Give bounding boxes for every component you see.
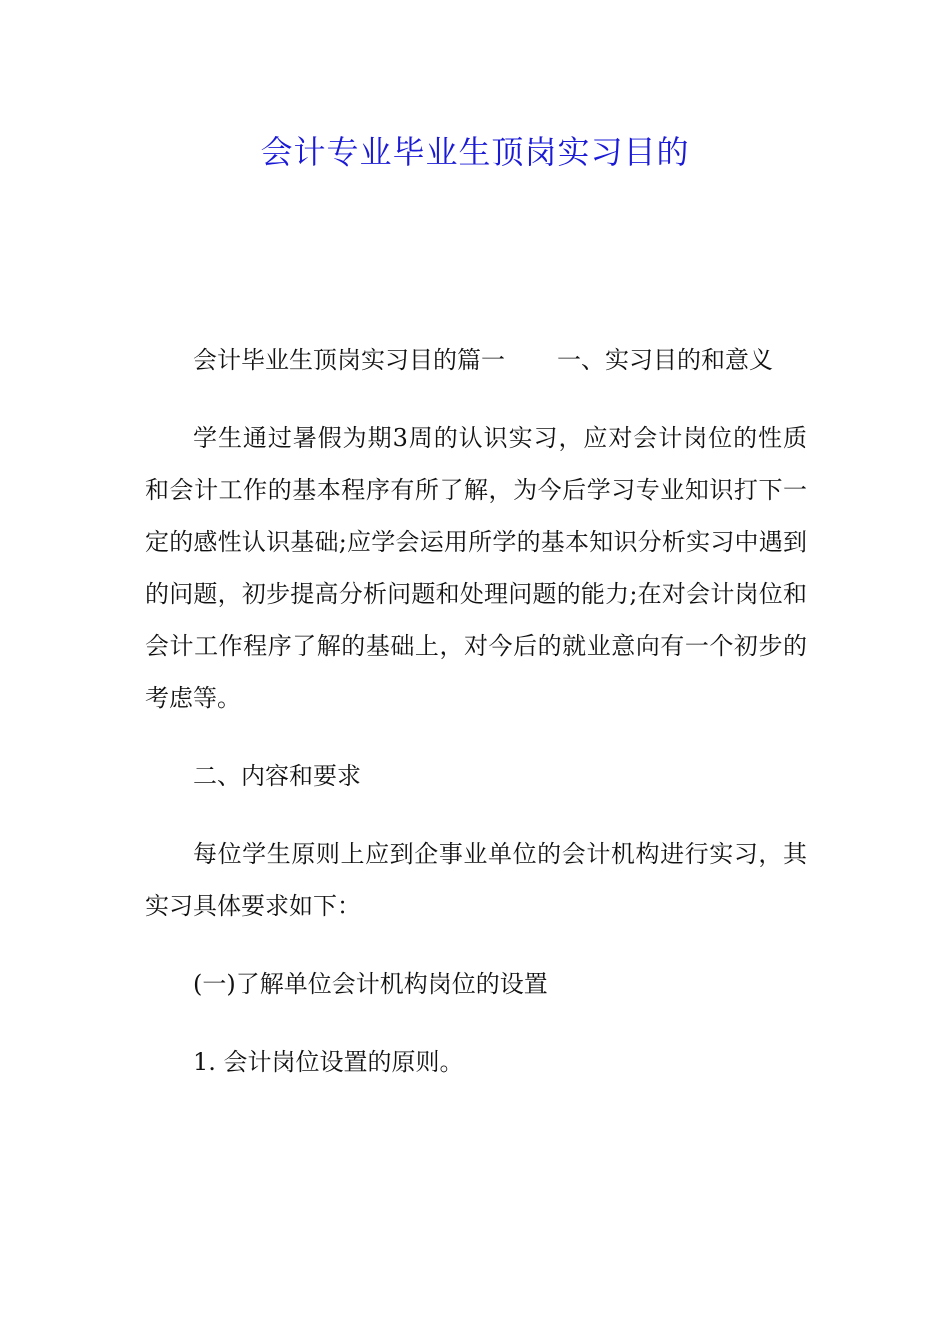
paragraph-heading-2: 二、内容和要求 bbox=[193, 762, 361, 790]
subsection-title: 一、实习目的和意义 bbox=[557, 346, 773, 374]
paragraph-item-1: 1. 会计岗位设置的原则。 bbox=[193, 1048, 464, 1076]
section-title: 会计毕业生顶岗实习目的篇一 bbox=[193, 346, 505, 374]
paragraph-subheading-1: (一)了解单位会计机构岗位的设置 bbox=[193, 970, 548, 998]
document-body bbox=[145, 334, 807, 1114]
paragraph-heading-1 bbox=[145, 334, 807, 386]
paragraph-requirements: 每位学生原则上应到企事业单位的会计机构进行实习，其实习具体要求如下： bbox=[145, 840, 807, 920]
paragraph-purpose: 学生通过暑假为期3周的认识实习，应对会计岗位的性质和会计工作的基本程序有所了解，为今后学习专业知识打下一定的感性认识基础;应学会运用所学的基本知识分析实习中遇到的问题，初步提高分析问题和处理问题的能力;在对会计岗位和会计工作程序了解的基础上，对今后的就业意向有一个初步的考虑等。 bbox=[145, 424, 807, 712]
document-title: 会计专业毕业生顶岗实习目的 bbox=[260, 133, 690, 171]
